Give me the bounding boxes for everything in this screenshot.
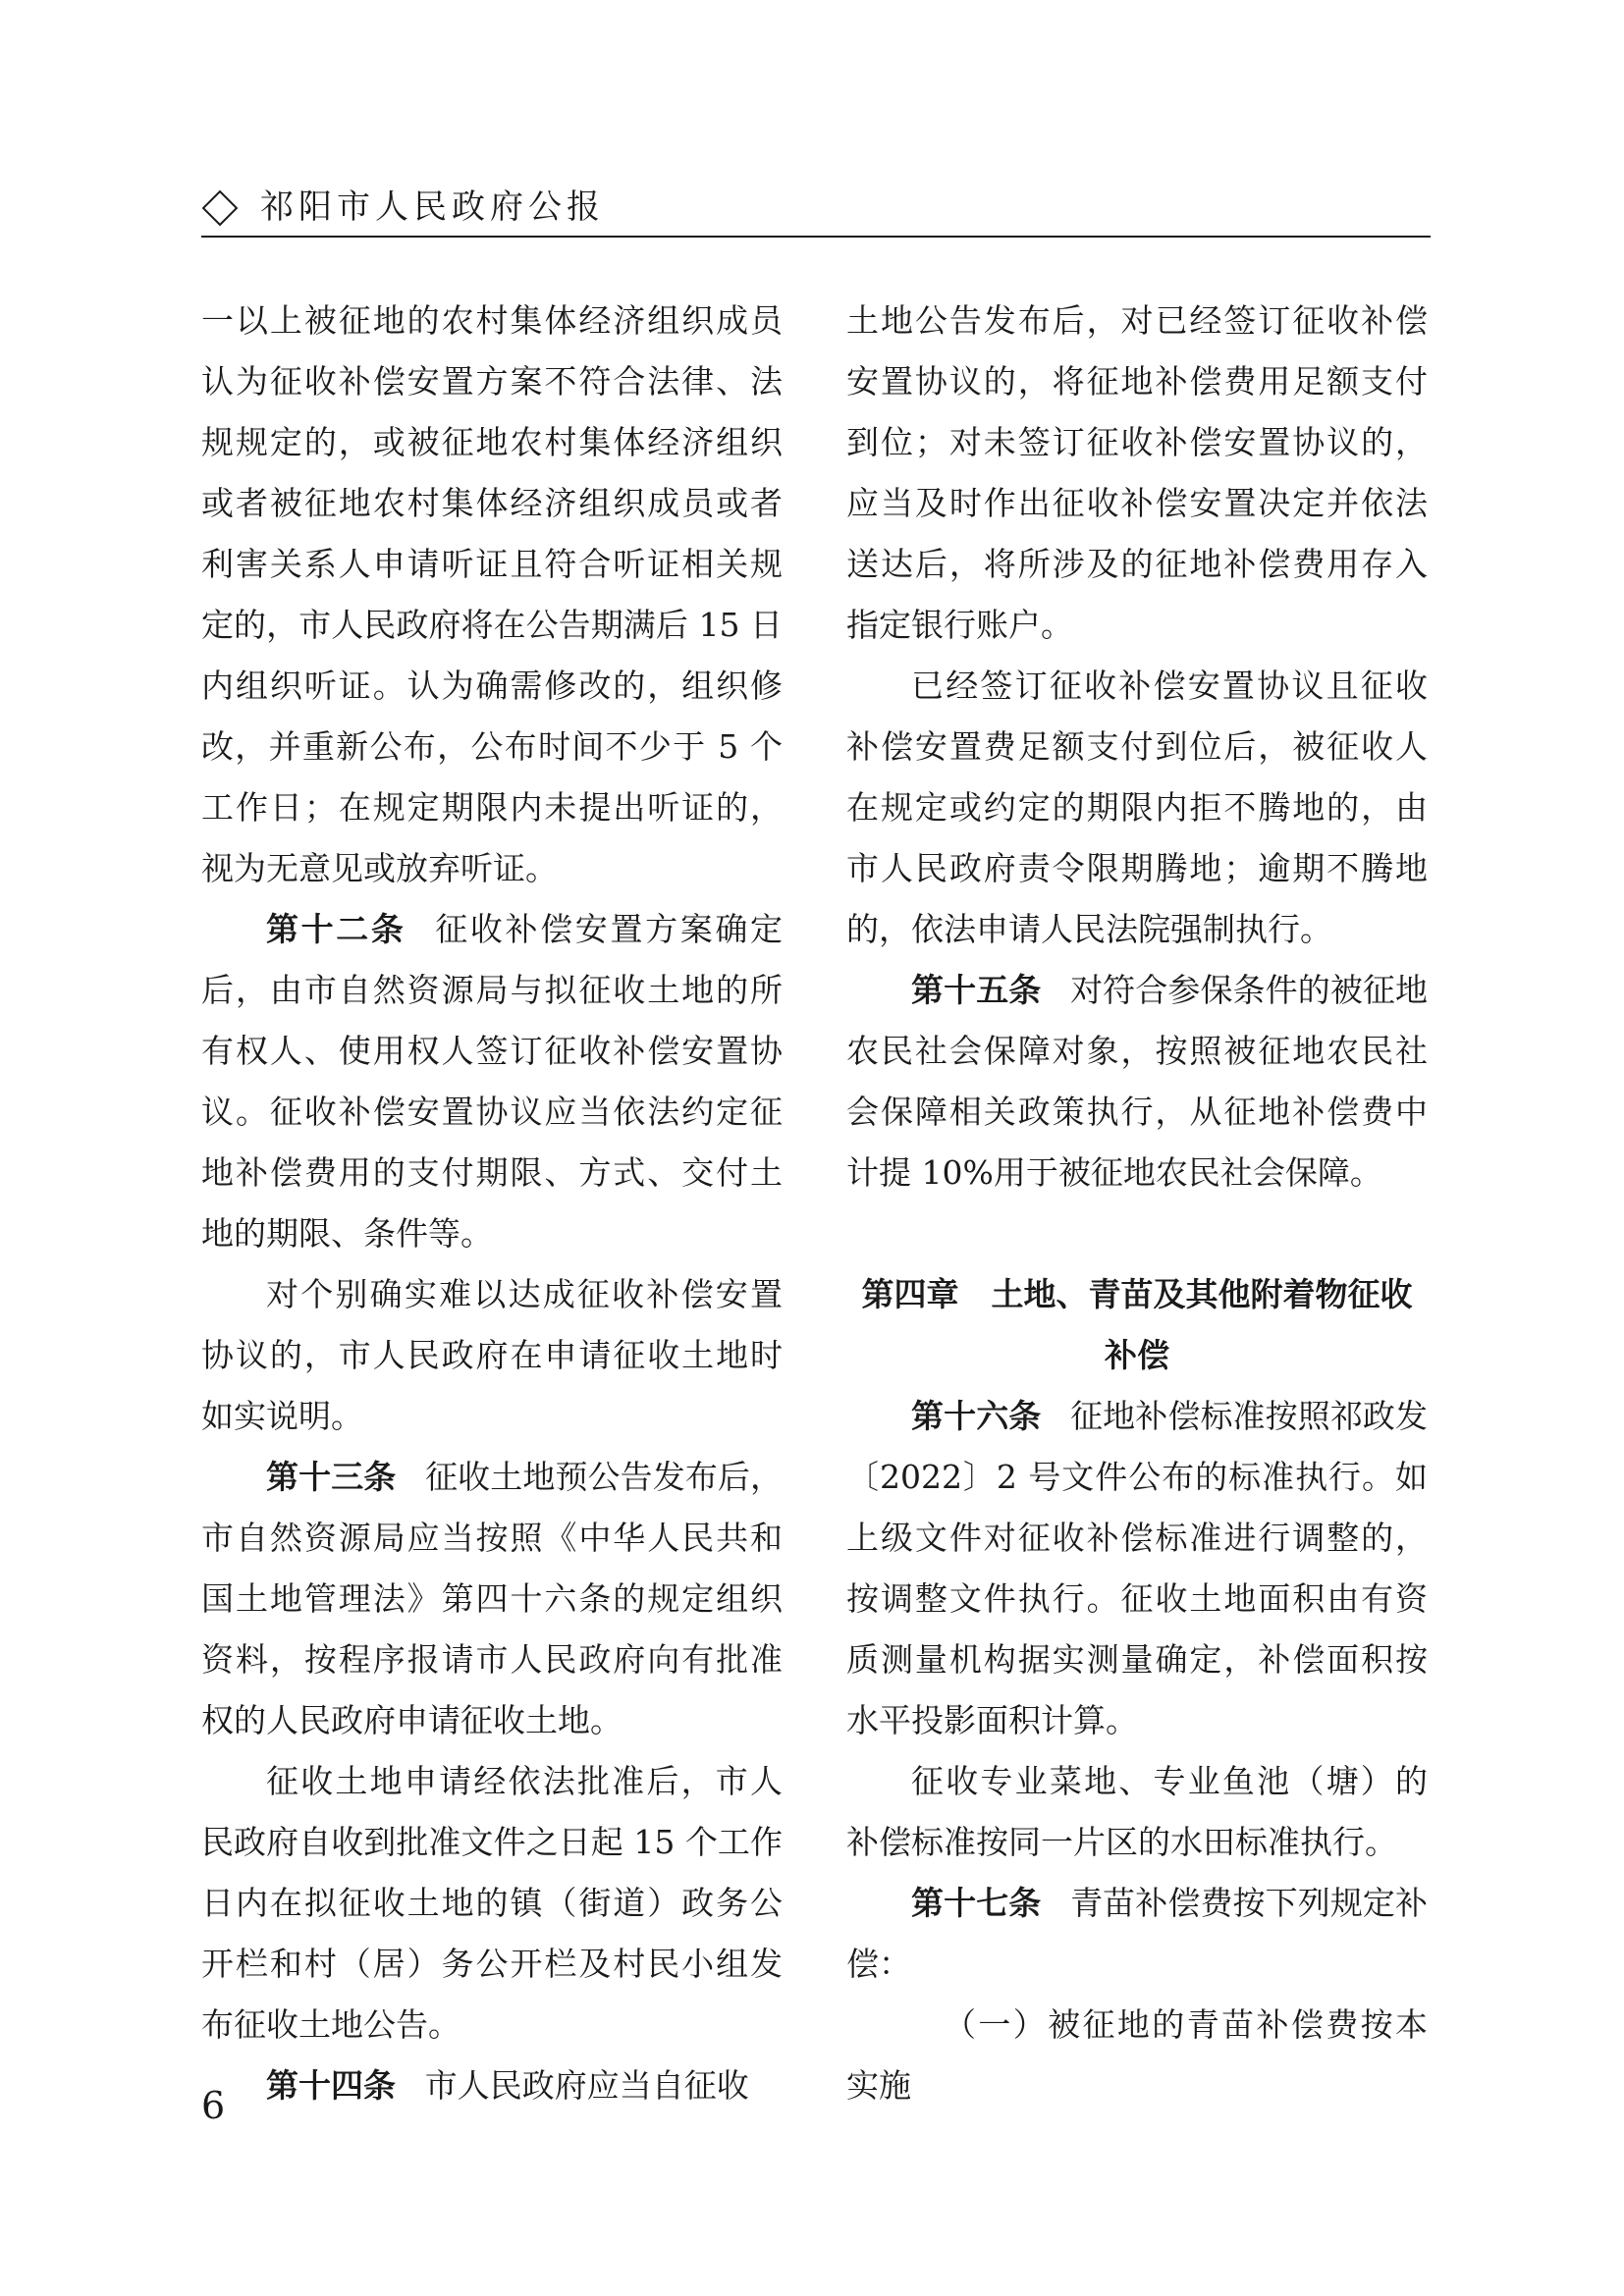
list-item: （一）被征地的青苗补偿费按本实施 (846, 2005, 1428, 2105)
paragraph: 对个别确实难以达成征收补偿安置协议的，市人民政府在申请征收土地时如实说明。 (201, 1275, 783, 1435)
chapter-heading (846, 1264, 1428, 1386)
article-16 (846, 1386, 1428, 1751)
header-rule (201, 236, 1431, 238)
article-title: 第十六条 (911, 1397, 1042, 1435)
article-title: 第十四条 (266, 2066, 396, 2105)
paragraph: 征收土地申请经依法批准后，市人民政府自收到批准文件之日起 15 个工作日内在拟征收土地的镇（街道）政务公开栏和村（居）务公开栏及村民小组发布征收土地公告。 (201, 1762, 783, 2044)
article-text: 市人民政府应当自征收 (424, 2066, 749, 2105)
article-13 (201, 1447, 783, 1751)
article-title: 第十七条 (911, 1884, 1042, 1922)
page-number: 6 (201, 2084, 226, 2127)
article-title: 第十五条 (911, 971, 1042, 1009)
article-text: 青苗补偿费按下列规定补偿： (846, 1884, 1428, 1983)
diamond-icon (202, 190, 239, 227)
article-title: 第十二条 (266, 910, 406, 948)
article-text: 对符合参保条件的被征地农民社会保障对象，按照被征地农民社会保障相关政策执行，从征地补偿费中计提 10%用于被征地农民社会保障。 (846, 971, 1428, 1192)
article-12 (201, 899, 783, 1264)
chapter-heading-line: 补偿 (1105, 1336, 1169, 1374)
publication-title: 祁阳市人民政府公报 (260, 187, 605, 227)
paragraph: 土地公告发布后，对已经签订征收补偿安置协议的，将征地补偿费用足额支付到位；对未签订征收补偿安置协议的，应当及时作出征收补偿安置决定并依法送达后，将所涉及的征地补偿费用存入指定银行账户。 (846, 301, 1428, 644)
page-header (201, 183, 1431, 234)
article-14 (201, 2056, 783, 2116)
article-text: 征收补偿安置方案确定后，由市自然资源局与拟征收土地的所有权人、使用权人签订征收补偿安置协议。征收补偿安置协议应当依法约定征地补偿费用的支付期限、方式、交付土地的期限、条件等。 (201, 910, 784, 1253)
article-17 (846, 1873, 1428, 1995)
article-title: 第十三条 (266, 1458, 397, 1496)
paragraph: 一以上被征地的农村集体经济组织成员认为征收补偿安置方案不符合法律、法规规定的，或被征地农村集体经济组织或者被征地农村集体经济组织成员或者利害关系人申请听证且符合听证相关规定的，市人民政府将在公告期满后 15 日内组织听证。认为确需修改的，组织修改，并重新公布，公布时间不少于 5 个工作日；在规定期限内未提出听证的，视为无意见或放弃听证。 (201, 301, 783, 887)
article-text: 征收土地预公告发布后，市自然资源局应当按照《中华人民共和国土地管理法》第四十六条的规定组织资料，按程序报请市人民政府向有批准权的人民政府申请征收土地。 (201, 1458, 783, 1739)
article-text: 征地补偿标准按照祁政发〔2022〕2 号文件公布的标准执行。如上级文件对征收补偿标准进行调整的，按调整文件执行。征收土地面积由有资质测量机构据实测量确定，补偿面积按水平投影面积计算。 (846, 1397, 1428, 1739)
chapter-heading-line: 第四章 土地、青苗及其他附着物征收 (861, 1275, 1413, 1313)
right-column (846, 291, 1428, 2116)
article-15 (846, 960, 1428, 1203)
paragraph: 征收专业菜地、专业鱼池（塘）的补偿标准按同一片区的水田标准执行。 (846, 1762, 1428, 1861)
paragraph: 已经签订征收补偿安置协议且征收补偿安置费足额支付到位后，被征收人在规定或约定的期限内拒不腾地的，由市人民政府责令限期腾地；逾期不腾地的，依法申请人民法院强制执行。 (846, 667, 1428, 948)
left-column (201, 291, 783, 2116)
